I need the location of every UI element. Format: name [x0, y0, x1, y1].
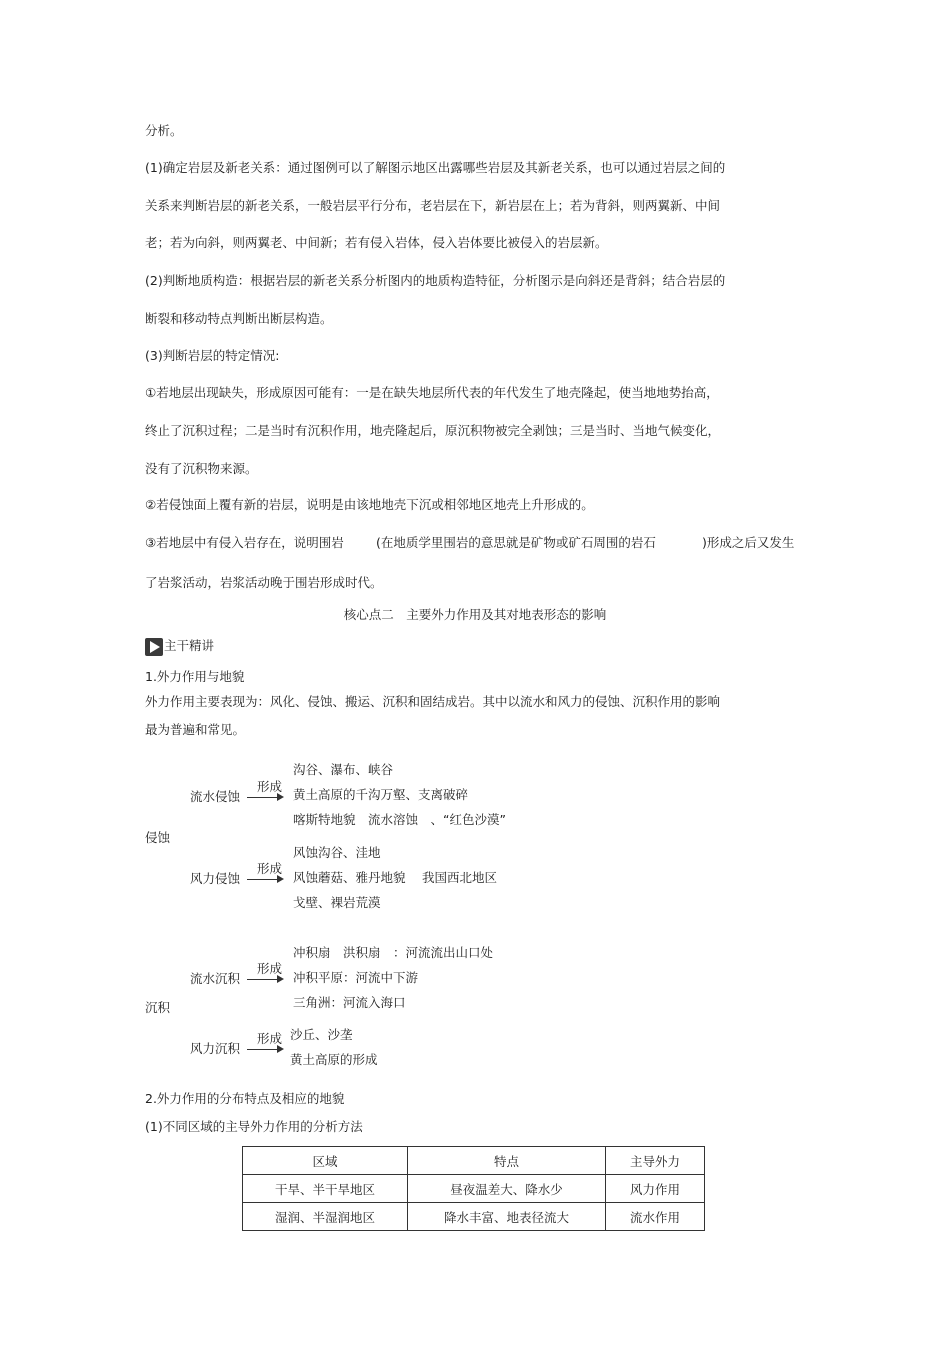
table-header: 区域	[243, 1147, 408, 1175]
arrow-shaft	[247, 1049, 279, 1050]
process-water-deposition: 流水沉积	[190, 971, 241, 986]
arrow-label: 形成	[257, 961, 283, 976]
process-wind-erosion: 风力侵蚀	[190, 871, 241, 886]
force-table	[242, 1146, 705, 1231]
process-water-erosion: 流水侵蚀	[190, 789, 241, 804]
arrow-shaft	[247, 797, 279, 798]
landform-item: 冲积平原：河流中下游	[293, 970, 419, 985]
table-cell: 湿润、半湿润地区	[243, 1203, 408, 1231]
subheading	[145, 636, 214, 656]
arrow-label: 形成	[257, 1031, 283, 1046]
landform-item: 戈壁、裸岩荒漠	[293, 895, 381, 910]
section-title: 核心点二 主要外力作用及其对地表形态的影响	[343, 607, 607, 622]
paragraph-line: 最为普遍和常见。	[145, 722, 246, 737]
arrow-label: 形成	[257, 861, 283, 876]
paragraph-line: (1)确定岩层及新老关系：通过图例可以了解图示地区出露哪些岩层及其新老关系，也可以通过岩层之间的	[145, 160, 726, 175]
process-wind-deposition: 风力沉积	[190, 1041, 241, 1056]
table-header: 主导外力	[606, 1147, 705, 1175]
arrow-head-icon	[277, 793, 284, 801]
table-header: 特点	[408, 1147, 606, 1175]
paragraph-segment: ③若地层中有侵入岩存在，说明围岩	[145, 535, 344, 550]
paragraph-line: (3)判断岩层的特定情况:	[145, 348, 280, 363]
landform-item: 沙丘、沙垄	[290, 1027, 353, 1042]
play-icon	[145, 638, 163, 656]
table-cell: 降水丰富、地表径流大	[408, 1203, 606, 1231]
landform-item: 风蚀蘑菇、雅丹地貌 我国西北地区	[293, 870, 497, 885]
arrow-shaft	[247, 879, 279, 880]
landform-item: 黄土高原的千沟万壑、支离破碎	[293, 787, 469, 802]
table-cell: 风力作用	[606, 1175, 705, 1203]
paragraph-line: ①若地层出现缺失，形成原因可能有：一是在缺失地层所代表的年代发生了地壳隆起，使当地地势抬高，	[145, 385, 719, 400]
landform-item: 喀斯特地貌 流水溶蚀 、“红色沙漠”	[293, 812, 506, 827]
paragraph-line: 老；若为向斜，则两翼老、中间新；若有侵入岩体，侵入岩体要比被侵入的岩层新。	[145, 235, 608, 250]
group-label-erosion: 侵蚀	[145, 830, 171, 845]
paragraph-line: 关系来判断岩层的新老关系，一般岩层平行分布，老岩层在下，新岩层在上；若为背斜，则两翼新、中间	[145, 198, 721, 213]
paragraph-line: 外力作用主要表现为：风化、侵蚀、搬运、沉积和固结成岩。其中以流水和风力的侵蚀、沉积作用的影响	[145, 694, 721, 709]
table-cell: 干旱、半干旱地区	[243, 1175, 408, 1203]
landform-item: 风蚀沟谷、洼地	[293, 845, 381, 860]
group-label-deposition: 沉积	[145, 1000, 171, 1015]
landform-item: 沟谷、瀑布、峡谷	[293, 762, 394, 777]
paragraph-line: 了岩浆活动，岩浆活动晚于围岩形成时代。	[145, 575, 383, 590]
table-row	[243, 1203, 705, 1231]
paragraph-line: 分析。	[145, 123, 183, 138]
paragraph-line: 断裂和移动特点判断出断层构造。	[145, 311, 333, 326]
table-cell: 昼夜温差大、降水少	[408, 1175, 606, 1203]
arrow-head-icon	[277, 875, 284, 883]
table-header-row	[243, 1147, 705, 1175]
heading-2-1: (1)不同区域的主导外力作用的分析方法	[145, 1119, 363, 1134]
heading-1: 1.外力作用与地貌	[145, 669, 245, 684]
table-row	[243, 1175, 705, 1203]
paragraph-line: 没有了沉积物来源。	[145, 461, 258, 476]
paragraph-line: ②若侵蚀面上覆有新的岩层，说明是由该地地壳下沉或相邻地区地壳上升形成的。	[145, 497, 594, 512]
arrow-head-icon	[277, 975, 284, 983]
paragraph-segment: (在地质学里围岩的意思就是矿物或矿石周围的岩石	[376, 535, 656, 550]
landform-item: 三角洲：河流入海口	[293, 995, 406, 1010]
subheading-text: 主干精讲	[164, 638, 215, 653]
arrow-label: 形成	[257, 779, 283, 794]
heading-2: 2.外力作用的分布特点及相应的地貌	[145, 1091, 345, 1106]
paragraph-segment: )形成之后又发生	[702, 535, 795, 550]
landform-item: 黄土高原的形成	[290, 1052, 378, 1067]
paragraph-line: 终止了沉积过程；二是当时有沉积作用，地壳隆起后，原沉积物被完全剥蚀；三是当时、当地气候变化，	[145, 423, 721, 438]
arrow-shaft	[247, 979, 279, 980]
paragraph-line: (2)判断地质构造：根据岩层的新老关系分析图内的地质构造特征，分析图示是向斜还是背斜；结合岩层的	[145, 273, 726, 288]
arrow-head-icon	[277, 1045, 284, 1053]
table-cell: 流水作用	[606, 1203, 705, 1231]
landform-item: 冲积扇 洪积扇 ：河流流出山口处	[293, 945, 494, 960]
